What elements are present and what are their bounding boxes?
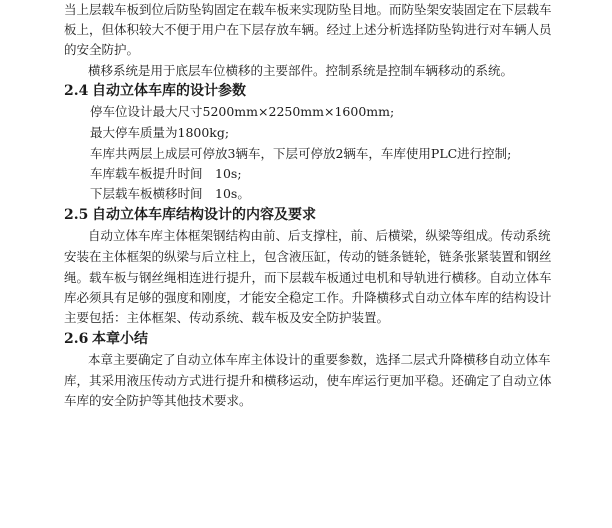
paragraph-line: 绳。载车板与钢丝绳相连进行提升，而下层载车板通过电机和导轨进行横移。自动立体车 bbox=[64, 270, 552, 285]
section-title: 本章小结 bbox=[92, 331, 148, 347]
parameter-item: 下层载车板横移时间 10s。 bbox=[90, 186, 250, 201]
paragraph-line: 本章主要确定了自动立体车库主体设计的重要参数，选择二层式升降横移自动立体车 bbox=[88, 352, 551, 367]
section-heading-2-5 bbox=[64, 206, 316, 224]
parameter-item: 最大停车质量为1800kg; bbox=[90, 125, 230, 140]
paragraph-line: 横移系统是用于底层车位横移的主要部件。控制系统是控制车辆移动的系统。 bbox=[88, 63, 514, 78]
paragraph-line: 的安全防护。 bbox=[64, 42, 140, 57]
paragraph-line: 车库的安全防护等其他技术要求。 bbox=[64, 393, 252, 408]
paragraph-line: 安装在主体框架的纵梁与后立柱上，包含液压缸，传动的链条链轮，链条张紧装置和钢丝 bbox=[64, 249, 552, 264]
section-title: 自动立体车库结构设计的内容及要求 bbox=[92, 207, 316, 223]
paragraph-line: 当上层载车板到位后防坠钩固定在载车板来实现防坠目地。而防坠架安装固定在下层载车 bbox=[64, 2, 552, 17]
paragraph-line: 库，其采用液压传动方式进行提升和横移运动，使车库运行更加平稳。还确定了自动立体 bbox=[64, 373, 552, 388]
section-number: 2.4 bbox=[64, 83, 89, 99]
paragraph-line: 主要包括：主体框架、传动系统、载车板及安全防护装置。 bbox=[64, 310, 390, 325]
section-number: 2.5 bbox=[64, 207, 89, 223]
paragraph-line: 板上，但体积较大不便于用户在下层存放车辆。经过上述分析选择防坠钩进行对车辆人员 bbox=[64, 22, 552, 37]
parameter-item: 停车位设计最大尺寸5200mm×2250mm×1600mm; bbox=[90, 104, 395, 119]
parameter-item: 车库共两层上成层可停放3辆车，下层可停放2辆车，车库使用PLC进行控制; bbox=[90, 146, 512, 161]
paragraph-line: 库必须具有足够的强度和刚度，才能安全稳定工作。升降横移式自动立体车库的结构设计 bbox=[64, 290, 552, 305]
section-heading-2-4 bbox=[64, 82, 246, 100]
parameter-item: 车库载车板提升时间 10s; bbox=[90, 166, 242, 181]
section-title: 自动立体车库的设计参数 bbox=[92, 83, 246, 99]
paragraph-line: 自动立体车库主体框架钢结构由前、后支撑柱，前、后横梁，纵梁等组成。传动系统 bbox=[88, 228, 551, 243]
section-number: 2.6 bbox=[64, 331, 89, 347]
section-heading-2-6 bbox=[64, 330, 148, 348]
